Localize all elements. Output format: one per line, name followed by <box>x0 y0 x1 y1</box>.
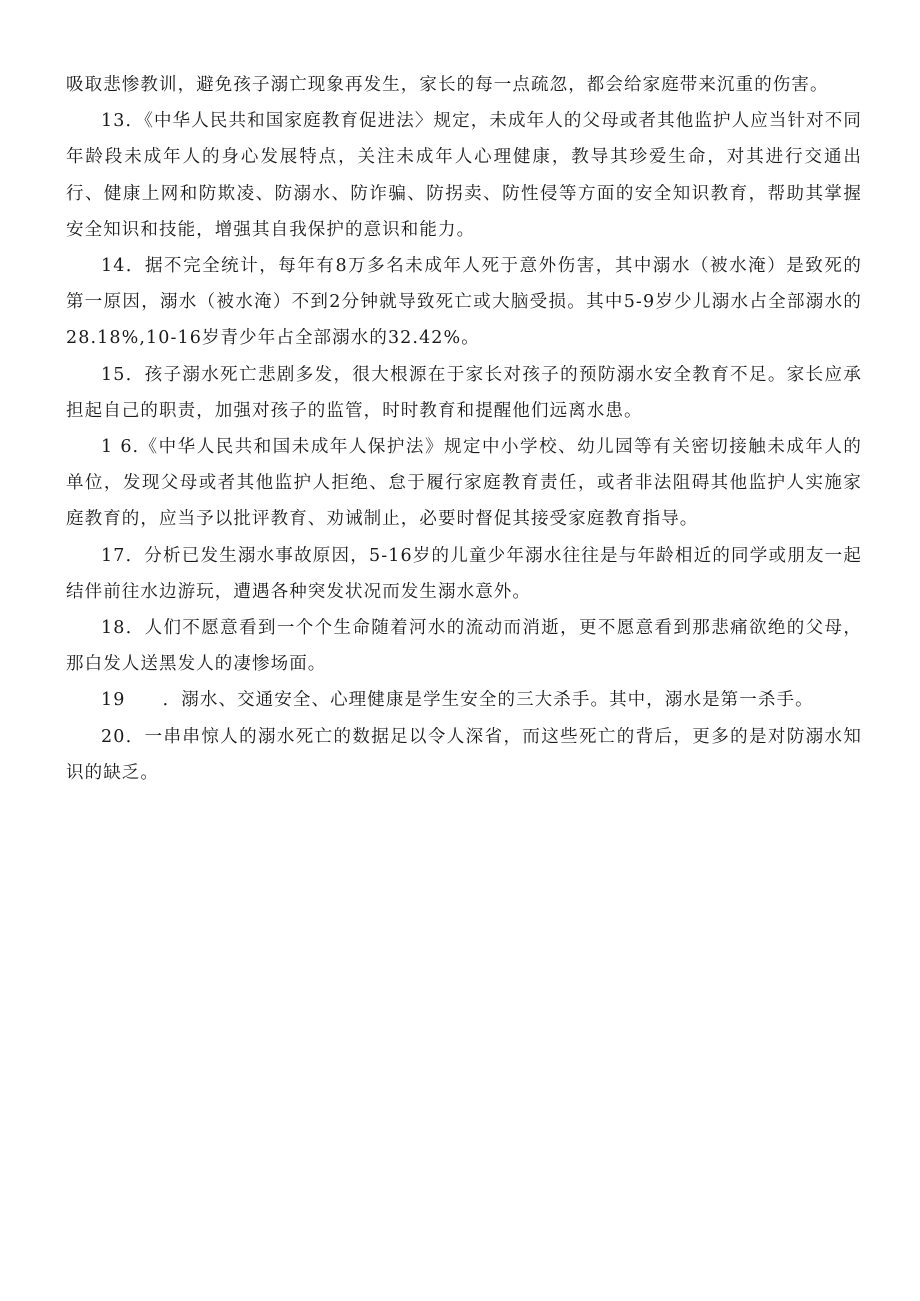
paragraph-16: 1 6.《中华人民共和国未成年人保护法》规定中小学校、幼儿园等有关密切接触未成年人的单位，发现父母或者其他监护人拒绝、怠于履行家庭教育责任，或者非法阻碍其他监护人实施家庭教育的，应当予以批评教育、劝诫制止，必要时督促其接受家庭教育指导。 <box>66 437 862 530</box>
paragraph-20: 20．一串串惊人的溺水死亡的数据足以令人深省，而这些死亡的背后，更多的是对防溺水知识的缺乏。 <box>66 726 862 783</box>
paragraph-13: 13．《中华人民共和国家庭教育促进法〉规定，未成年人的父母或者其他监护人应当针对不同年龄段未成年人的身心发展特点，关注未成年人心理健康，教导其珍爱生命，对其进行交通出行、健康上网和防欺凌、防溺水、防诈骗、防拐卖、防性侵等方面的安全知识教育，帮助其掌握安全知识和技能，增强其自我保护的意识和能力。 <box>66 111 862 240</box>
paragraph-15: 15．孩子溺水死亡悲剧多发，很大根源在于家长对孩子的预防溺水安全教育不足。家长应承担起自己的职责，加强对孩子的监管，时时教育和提醒他们远离水患。 <box>66 364 862 421</box>
paragraph-14: 14．据不完全统计，每年有8万多名未成年人死于意外伤害，其中溺水（被水淹）是致死的第一原因，溺水（被水淹）不到2分钟就导致死亡或大脑受损。其中5-9岁少儿溺水占全部溺水的28.18%,10-16岁青少年占全部溺水的32.42%。 <box>66 256 862 349</box>
paragraph-17: 17．分析已发生溺水事故原因，5-16岁的儿童少年溺水往往是与年龄相近的同学或朋友一起结伴前往水边游玩，遭遇各种突发状况而发生溺水意外。 <box>66 545 862 602</box>
document-body <box>66 67 862 791</box>
paragraph-continuation: 吸取悲惨教训，避免孩子溺亡现象再发生，家长的每一点疏忽，都会给家庭带来沉重的伤害。 <box>66 75 829 95</box>
paragraph-19: 19 ．溺水、交通安全、心理健康是学生安全的三大杀手。其中，溺水是第一杀手。 <box>101 690 814 711</box>
paragraph-18: 18．人们不愿意看到一个个生命随着河水的流动而消逝，更不愿意看到那悲痛欲绝的父母，那白发人送黑发人的凄惨场面。 <box>66 618 862 675</box>
